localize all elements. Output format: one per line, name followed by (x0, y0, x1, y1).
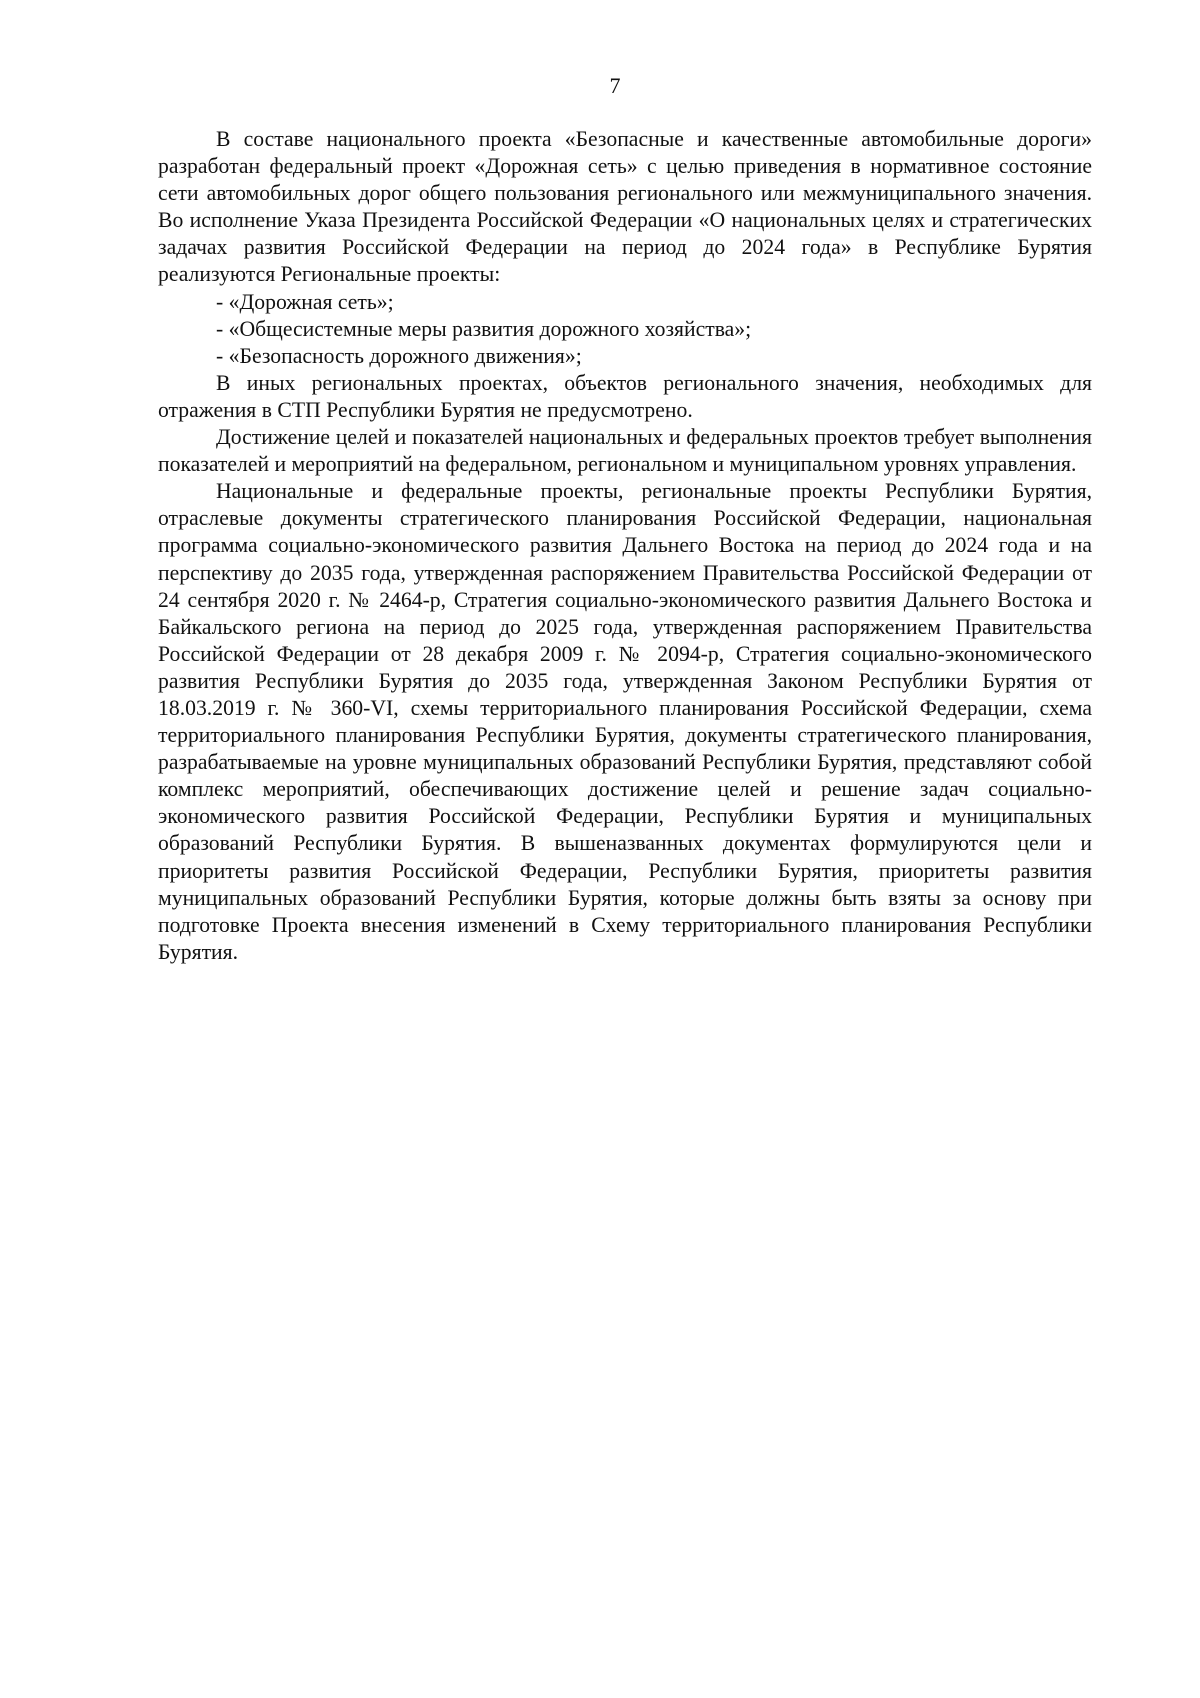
paragraph-other-projects: В иных региональных проектах, объектов регионального значения, необходимых для отражения в СТП Республики Бурятия не предусмотрено. (158, 370, 1092, 422)
list-item-road-safety: - «Безопасность дорожного движения»; (216, 343, 582, 368)
paragraph-goals-achievement: Достижение целей и показателей национальных и федеральных проектов требует выполнения показателей и мероприятий на федеральном, региональном и муниципальном уровнях управления. (158, 425, 1092, 477)
paragraph-national-project: В составе национального проекта «Безопасные и качественные автомобильные дороги» разработан федеральный проект «Дорожная сеть» с целью приведения в нормативное состояние сети автомобильных дорог общего пользования регионального или межмуниципального значения. Во исполнение Указа Президента Российской Федерации «О национальных целях и стратегических задачах развития Российской Федерации на период до 2024 года» в Республике Бурятия реализуются Региональные проекты: (158, 127, 1092, 287)
page-number: 7 (609, 73, 621, 98)
list-item-road-network: - «Дорожная сеть»; (216, 289, 394, 314)
document-body (158, 126, 1092, 966)
list-item-road-management: - «Общесистемные меры развития дорожного хозяйства»; (216, 316, 752, 341)
paragraph-strategic-documents: Национальные и федеральные проекты, региональные проекты Республики Бурятия, отраслевые документы стратегического планирования Российской Федерации, национальная программа социально-экономического развития Дальнего Востока на период до 2024 года и на перспективу до 2035 года, утвержденная распоряжением Правительства Российской Федерации от 24 сентября 2020 г. № 2464-р, Стратегия социально-экономического развития Дальнего Востока и Байкальского региона на период до 2025 года, утвержденная распоряжением Правительства Российской Федерации от 28 декабря 2009 г. № 2094-р, Стратегия социально-экономического развития Республики Бурятия до 2035 года, утвержденная Законом Республики Бурятия от 18.03.2019 г. № 360-VI, схемы территориального планирования Российской Федерации, схема территориального планирования Республики Бурятия, документы стратегического планирования, разрабатываемые на уровне муниципальных образований Республики Бурятия, представляют собой комплекс мероприятий, обеспечивающих достижение целей и решение задач социально-экономического развития Российской Федерации, Республики Бурятия и муниципальных образований Республики Бурятия. В вышеназванных документах формулируются цели и приоритеты развития Российской Федерации, Республики Бурятия, приоритеты развития муниципальных образований Республики Бурятия, которые должны быть взяты за основу при подготовке Проекта внесения изменений в Схему территориального планирования Республики Бурятия. (158, 479, 1092, 964)
